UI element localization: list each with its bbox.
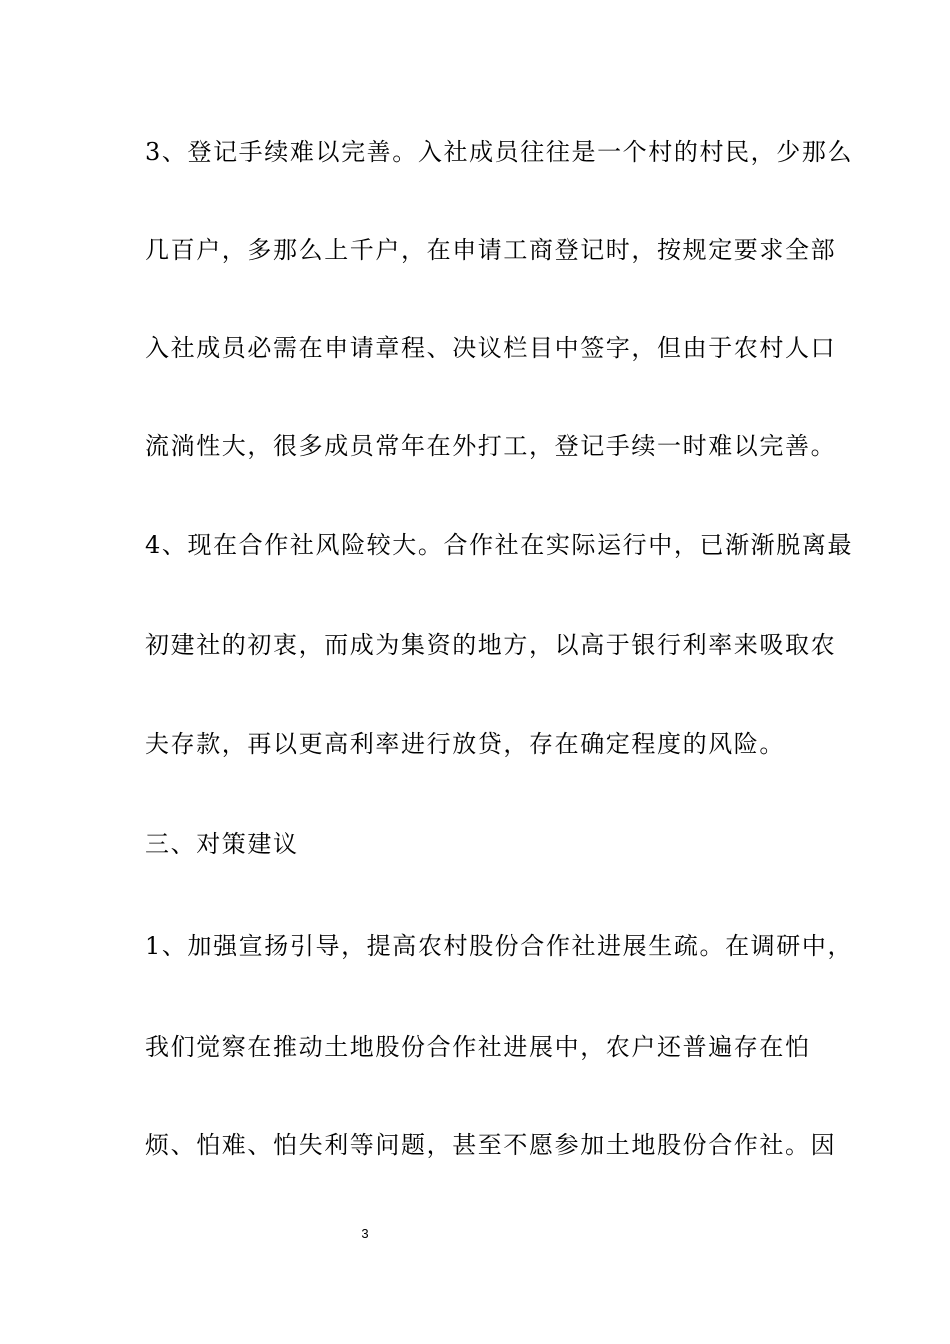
section-heading: 三、对策建议 [145,830,299,858]
text-line: 3、登记手续难以完善。入社成员往往是一个村的村民，少那么 [145,138,854,166]
text-line: 初建社的初衷，而成为集资的地方，以高于银行利率来吸取农 [145,631,837,659]
page-number: 3 [361,1226,369,1241]
text-line: 4、现在合作社风险较大。合作社在实际运行中，已渐渐脱离最 [145,531,854,559]
text-line: 夫存款，再以更高利率进行放贷，存在确定程度的风险。 [145,730,785,758]
text-line: 我们觉察在推动土地股份合作社进展中，农户还普遍存在怕 [145,1033,811,1061]
text-line: 入社成员必需在申请章程、决议栏目中签字，但由于农村人口 [145,334,837,362]
text-line: 几百户，多那么上千户，在申请工商登记时，按规定要求全部 [145,236,837,264]
text-line: 1、加强宣扬引导，提高农村股份合作社进展生疏。在调研中， [145,932,854,960]
text-line: 烦、怕难、怕失利等问题，甚至不愿参加土地股份合作社。因 [145,1131,837,1159]
text-line: 流淌性大，很多成员常年在外打工，登记手续一时难以完善。 [145,432,837,460]
